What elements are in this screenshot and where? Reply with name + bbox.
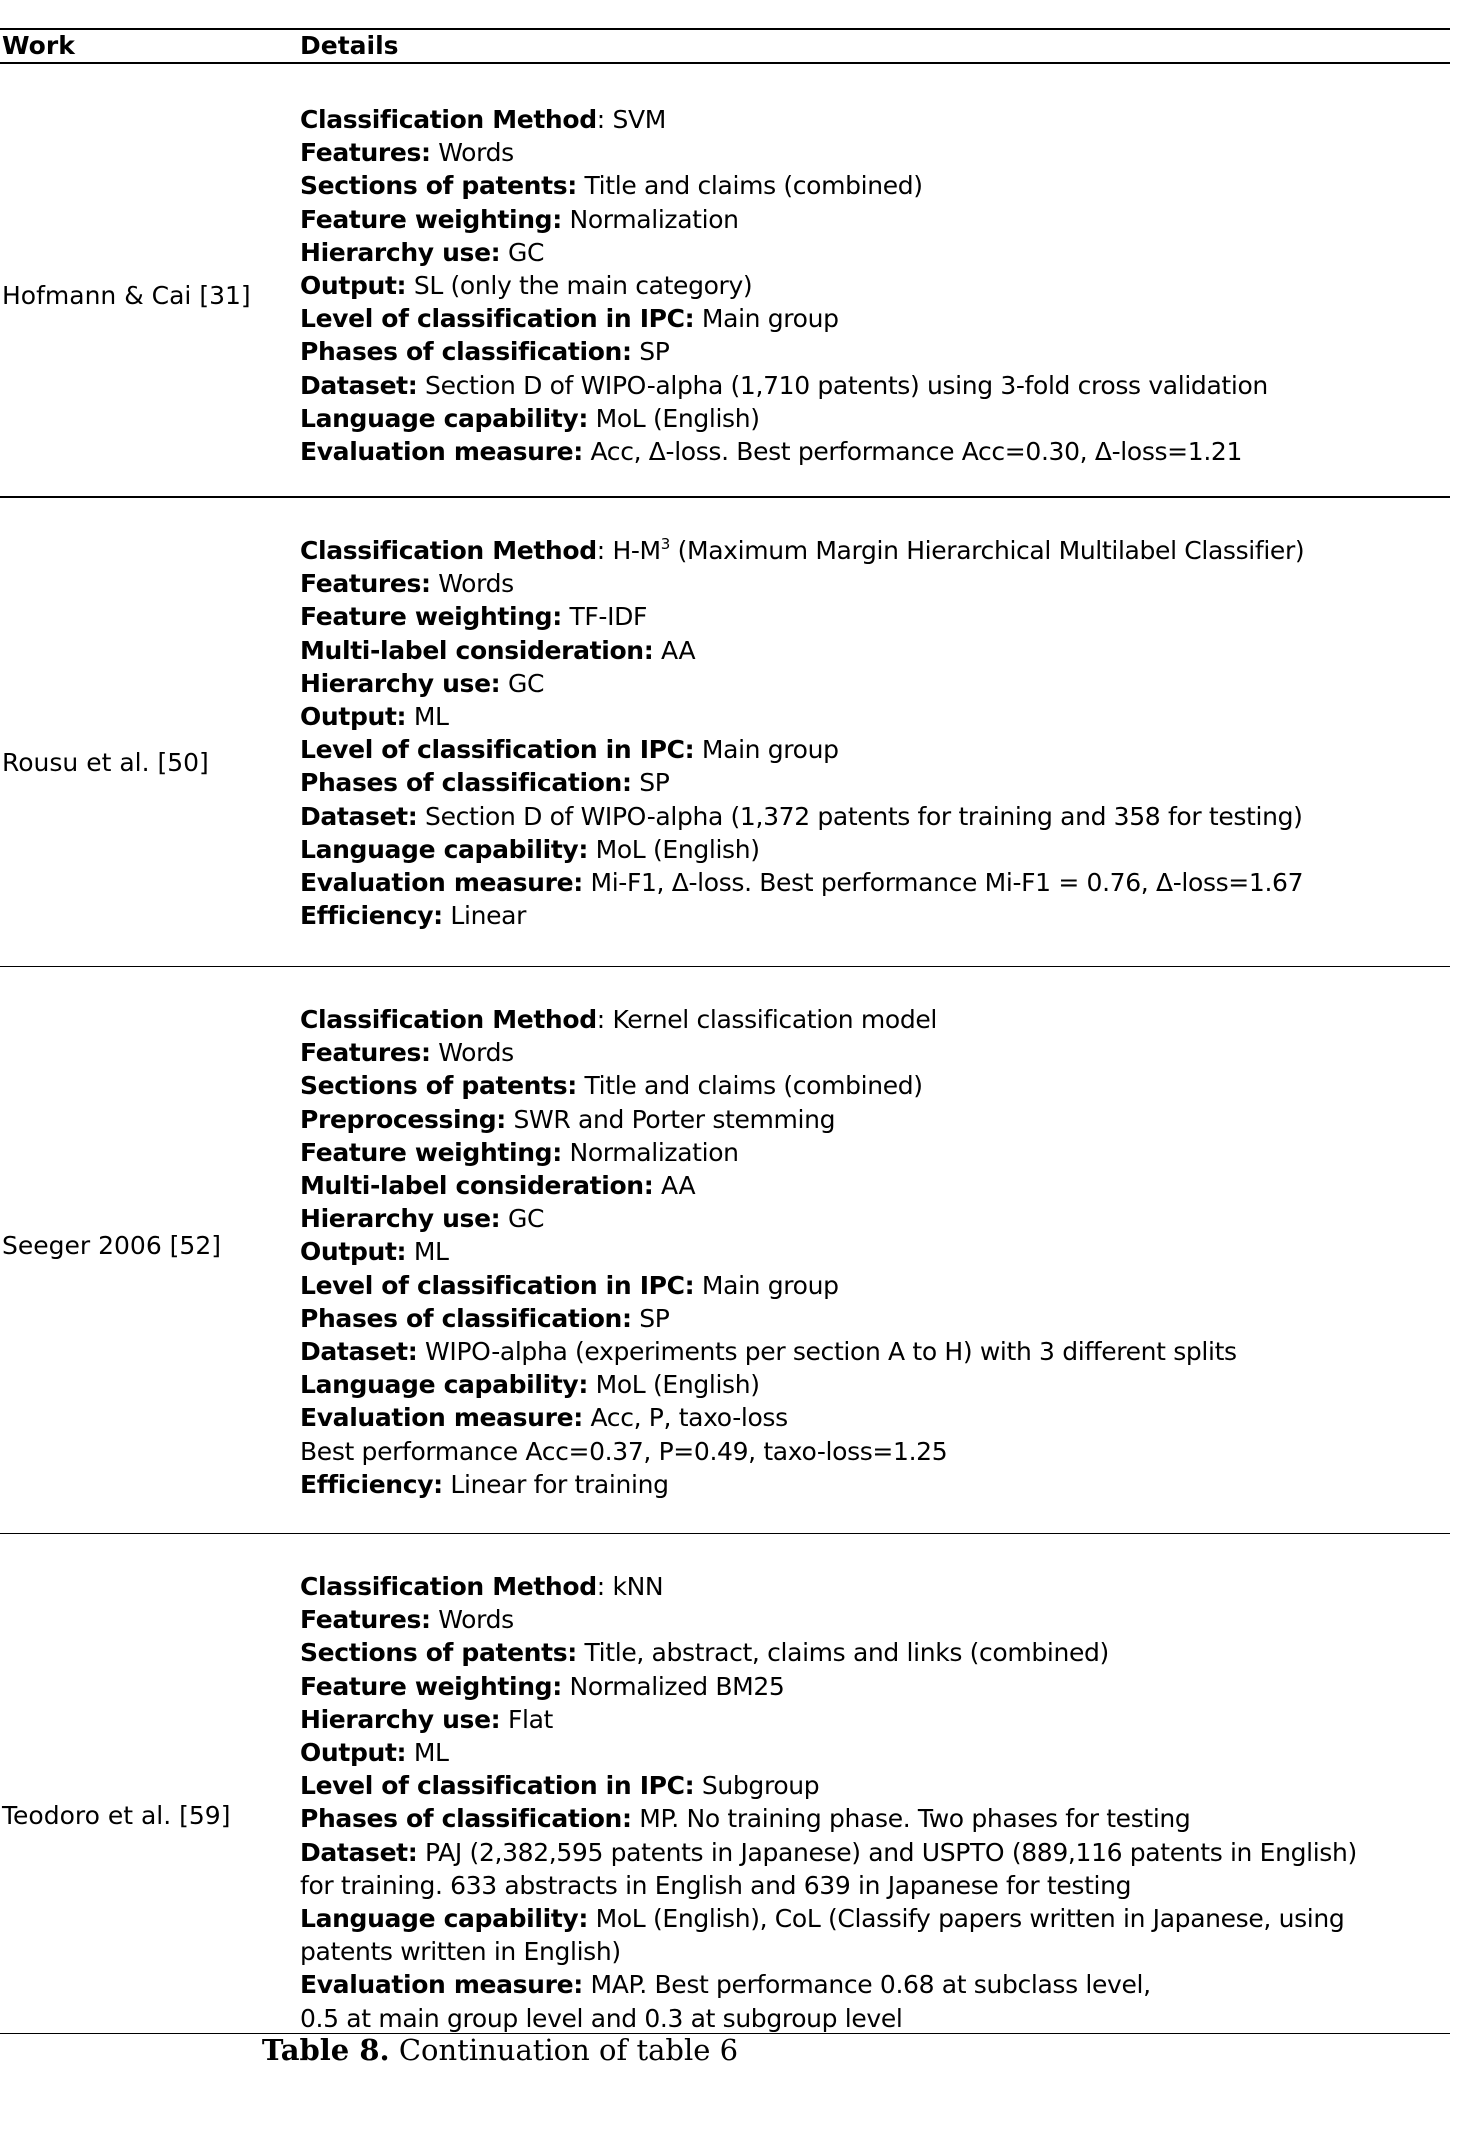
detail-value: WIPO-alpha (experiments per section A to H) with 3 different splits (425, 1337, 1237, 1367)
column-header-details: Details (300, 31, 399, 60)
detail-label: Language capability: (300, 403, 589, 433)
detail-value: Subgroup (701, 1771, 820, 1801)
detail-line (300, 236, 1450, 269)
detail-value: AA (661, 635, 696, 665)
detail-line (300, 1570, 1450, 1603)
detail-separator (653, 636, 661, 665)
detail-value: PAJ (2,382,595 patents in Japanese) and USPTO (889,116 patents in English) (425, 1837, 1357, 1867)
detail-label: Phases of classification: (300, 768, 632, 798)
detail-value: ML (413, 702, 449, 732)
detail-label: Feature weighting: (300, 1671, 562, 1701)
detail-line (300, 1103, 1450, 1136)
detail-value: MAP. Best performance 0.68 at subclass level, (590, 1970, 1151, 2000)
detail-label: Evaluation measure: (300, 1403, 583, 1433)
detail-value: Linear for training (450, 1469, 669, 1499)
detail-value: Main group (701, 1270, 839, 1300)
detail-value: SVM (612, 105, 666, 134)
detail-label: Output: (300, 1237, 407, 1267)
detail-value: SWR and Porter stemming (513, 1104, 836, 1134)
detail-line (300, 335, 1450, 368)
details-cell (300, 534, 1450, 932)
detail-value: Words (438, 1038, 514, 1068)
detail-value: H-M (612, 536, 661, 565)
detail-value: MoL (English) (595, 834, 760, 864)
detail-label: Sections of patents: (300, 1638, 577, 1668)
detail-line (300, 833, 1450, 866)
detail-label: Level of classification in IPC: (300, 1771, 695, 1801)
detail-label: Sections of patents: (300, 171, 577, 201)
detail-label: Feature weighting: (300, 1137, 562, 1167)
detail-value: GC (507, 237, 545, 267)
row-separator (0, 496, 1450, 498)
detail-label: Preprocessing: (300, 1104, 506, 1134)
detail-label: Multi-label consideration: (300, 635, 654, 665)
detail-label: Level of classification in IPC: (300, 304, 695, 334)
detail-separator (588, 1370, 596, 1399)
detail-line (300, 1036, 1450, 1069)
detail-separator (588, 1904, 596, 1933)
detail-line (300, 866, 1450, 899)
detail-label: Feature weighting: (300, 602, 562, 632)
work-cell: Teodoro et al. [59] (2, 1801, 231, 1830)
detail-separator (417, 371, 425, 400)
detail-line (300, 1335, 1450, 1368)
detail-line (300, 1202, 1450, 1235)
detail-value: Acc, P, taxo-loss (590, 1403, 788, 1433)
detail-line (300, 534, 1450, 567)
row-separator (0, 966, 1450, 967)
detail-value: ML (413, 1738, 449, 1768)
detail-line (300, 1603, 1450, 1636)
detail-separator (406, 1237, 414, 1266)
detail-label: Language capability: (300, 1904, 589, 1934)
detail-label: Sections of patents: (300, 1071, 577, 1101)
detail-value: Flat (507, 1704, 553, 1734)
detail-line (300, 1869, 1450, 1902)
detail-label: Features: (300, 1038, 431, 1068)
detail-line (300, 1136, 1450, 1169)
detail-line (300, 1235, 1450, 1268)
detail-line (300, 369, 1450, 402)
detail-line (300, 1968, 1450, 2001)
detail-line (300, 1003, 1450, 1036)
detail-value: ML (413, 1237, 449, 1267)
detail-label: Evaluation measure: (300, 1970, 583, 2000)
work-cell: Rousu et al. [50] (2, 748, 209, 777)
detail-value: Title and claims (combined) (584, 1071, 923, 1101)
detail-label: Hierarchy use: (300, 668, 501, 698)
detail-value: MoL (English) (595, 403, 760, 433)
table-caption (0, 2030, 1000, 2070)
detail-value: AA (661, 1171, 696, 1201)
detail-value: Main group (701, 735, 839, 765)
detail-label: Phases of classification: (300, 1303, 632, 1333)
detail-separator (588, 404, 596, 433)
detail-line (300, 136, 1450, 169)
detail-line (300, 103, 1450, 136)
detail-value: Words (438, 1605, 514, 1635)
detail-label: Features: (300, 1605, 431, 1635)
detail-label: Language capability: (300, 1370, 589, 1400)
detail-separator: : (596, 105, 613, 134)
detail-label: Features: (300, 138, 431, 168)
detail-label: Output: (300, 702, 407, 732)
detail-separator (694, 1771, 702, 1800)
detail-value: GC (507, 1204, 545, 1234)
detail-label: Hierarchy use: (300, 1704, 501, 1734)
detail-value: MoL (English) (595, 1370, 760, 1400)
detail-separator (694, 304, 702, 333)
caption-text: Continuation of table 6 (398, 2033, 739, 2067)
detail-line (300, 1368, 1450, 1401)
detail-value: Normalization (569, 1137, 739, 1167)
detail-superscript: 3 (660, 535, 670, 553)
detail-separator (653, 1171, 661, 1200)
detail-line (300, 1169, 1450, 1202)
detail-line (300, 203, 1450, 236)
detail-line (300, 1836, 1450, 1869)
detail-label: Level of classification in IPC: (300, 735, 695, 765)
detail-separator (577, 1638, 585, 1667)
detail-value: Mi-F1, Δ-loss. Best performance Mi-F1 = 0.76, Δ-loss=1.67 (590, 868, 1304, 898)
detail-value: MP. No training phase. Two phases for testing (639, 1804, 1191, 1834)
column-header-work: Work (2, 31, 75, 60)
detail-line (300, 1069, 1450, 1102)
detail-value: SL (only the main category) (413, 271, 753, 301)
detail-separator (577, 1071, 585, 1100)
detail-value: SP (639, 337, 670, 367)
detail-line (300, 1902, 1450, 1935)
detail-label: Output: (300, 1738, 407, 1768)
detail-separator (694, 735, 702, 764)
detail-separator (500, 1705, 508, 1734)
detail-separator (406, 271, 414, 300)
detail-label: Classification Method (300, 536, 597, 565)
detail-value: for training. 633 abstracts in English and 639 in Japanese for testing (300, 1870, 1132, 1900)
detail-label: Dataset: (300, 1837, 418, 1867)
detail-separator (500, 1204, 508, 1233)
detail-line (300, 1302, 1450, 1335)
detail-label: Features: (300, 569, 431, 599)
detail-label: Output: (300, 271, 407, 301)
detail-value: Normalization (569, 204, 739, 234)
detail-line (300, 1468, 1450, 1501)
detail-value: Section D of WIPO-alpha (1,372 patents for training and 358 for testing) (425, 801, 1303, 831)
detail-line (300, 1736, 1450, 1769)
detail-value: patents written in English) (300, 1937, 621, 1967)
detail-line (300, 1636, 1450, 1669)
detail-separator (406, 702, 414, 731)
detail-line (300, 1703, 1450, 1736)
detail-line (300, 169, 1450, 202)
detail-value: Acc, Δ-loss. Best performance Acc=0.30, Δ-loss=1.21 (590, 437, 1243, 467)
detail-line (300, 269, 1450, 302)
detail-line (300, 435, 1450, 468)
detail-separator (500, 238, 508, 267)
detail-line (300, 766, 1450, 799)
detail-line (300, 402, 1450, 435)
work-cell: Hofmann & Cai [31] (2, 281, 251, 310)
detail-label: Efficiency: (300, 901, 443, 931)
detail-value: SP (639, 1303, 670, 1333)
detail-line (300, 1802, 1450, 1835)
detail-line (300, 600, 1450, 633)
caption-label: Table 8. (261, 2033, 390, 2067)
detail-value: 0.5 at main group level and 0.3 at subgroup level (300, 2003, 903, 2033)
detail-label: Feature weighting: (300, 204, 562, 234)
detail-label: Efficiency: (300, 1469, 443, 1499)
detail-line (300, 700, 1450, 733)
detail-value: Main group (701, 304, 839, 334)
detail-separator (417, 1838, 425, 1867)
detail-line (300, 800, 1450, 833)
detail-label: Evaluation measure: (300, 437, 583, 467)
detail-value: (Maximum Margin Hierarchical Multilabel Classifier) (669, 536, 1305, 565)
detail-label: Classification Method (300, 1572, 597, 1601)
detail-line (300, 1935, 1450, 1968)
detail-value: Kernel classification model (612, 1005, 937, 1034)
detail-line (300, 899, 1450, 932)
detail-value: MoL (English), CoL (Classify papers written in Japanese, using (595, 1904, 1345, 1934)
detail-value: Words (438, 569, 514, 599)
header-bottom-rule (0, 62, 1450, 64)
detail-line (300, 567, 1450, 600)
detail-line (300, 1435, 1450, 1468)
detail-line (300, 634, 1450, 667)
detail-separator (417, 1337, 425, 1366)
details-cell (300, 1570, 1450, 2035)
detail-label: Classification Method (300, 1005, 597, 1034)
detail-separator: : (596, 536, 613, 565)
detail-label: Language capability: (300, 834, 589, 864)
detail-label: Hierarchy use: (300, 1204, 501, 1234)
detail-value: TF-IDF (569, 602, 648, 632)
detail-line (300, 733, 1450, 766)
detail-value: Words (438, 138, 514, 168)
detail-line (300, 667, 1450, 700)
detail-label: Evaluation measure: (300, 868, 583, 898)
details-cell (300, 103, 1450, 468)
detail-value: kNN (612, 1572, 664, 1601)
detail-label: Multi-label consideration: (300, 1171, 654, 1201)
detail-line (300, 1269, 1450, 1302)
detail-label: Phases of classification: (300, 1804, 632, 1834)
detail-separator (577, 171, 585, 200)
detail-separator (694, 1271, 702, 1300)
detail-value: Title and claims (combined) (584, 171, 923, 201)
detail-value: Section D of WIPO-alpha (1,710 patents) using 3-fold cross validation (425, 370, 1268, 400)
detail-label: Dataset: (300, 370, 418, 400)
detail-value: Best performance Acc=0.37, P=0.49, taxo-loss=1.25 (300, 1436, 948, 1466)
detail-separator (500, 669, 508, 698)
row-separator (0, 1533, 1450, 1534)
detail-line (300, 302, 1450, 335)
detail-separator (417, 802, 425, 831)
detail-value: SP (639, 768, 670, 798)
detail-line (300, 1401, 1450, 1434)
detail-separator (406, 1738, 414, 1767)
work-cell: Seeger 2006 [52] (2, 1231, 221, 1260)
detail-label: Level of classification in IPC: (300, 1270, 695, 1300)
detail-separator (506, 1105, 514, 1134)
detail-label: Dataset: (300, 801, 418, 831)
detail-separator: : (596, 1005, 613, 1034)
table-top-rule (0, 28, 1450, 30)
detail-value: Normalized BM25 (569, 1671, 785, 1701)
detail-line (300, 1769, 1450, 1802)
detail-value: GC (507, 668, 545, 698)
detail-line (300, 1670, 1450, 1703)
detail-label: Classification Method (300, 105, 597, 134)
detail-value: Linear (450, 901, 527, 931)
detail-separator (588, 835, 596, 864)
detail-label: Hierarchy use: (300, 237, 501, 267)
details-cell (300, 1003, 1450, 1501)
detail-label: Dataset: (300, 1337, 418, 1367)
detail-label: Phases of classification: (300, 337, 632, 367)
detail-separator: : (596, 1572, 613, 1601)
detail-value: Title, abstract, claims and links (combined) (584, 1638, 1109, 1668)
